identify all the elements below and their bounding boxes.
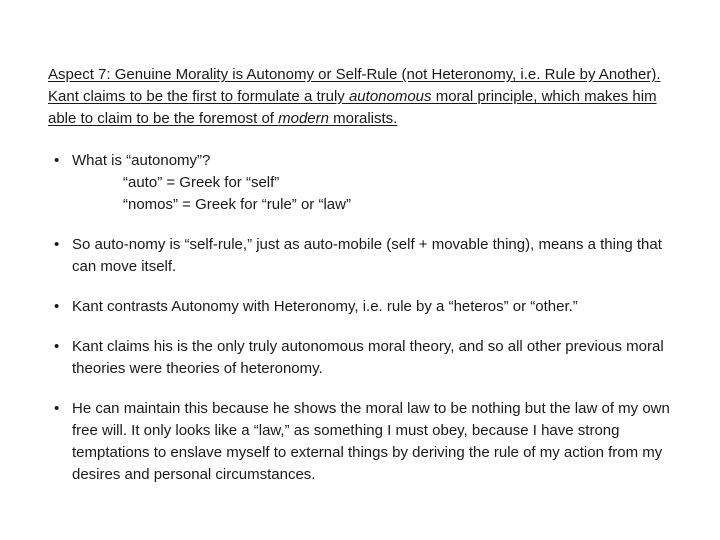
bullet-list (54, 150, 674, 504)
bullet-item-free-will (54, 398, 674, 486)
bullet-item-heteronomy (54, 296, 674, 318)
bullet-marker: • (54, 338, 60, 355)
bullet-text: He can maintain this because he shows the moral law to be nothing but the law of my own free will. It only looks like a “law,” as something I must obey, because I have strong temptations to enslave myself to external things by deriving the rule of my action from my desires and personal circumstances. (72, 400, 670, 483)
bullet-text: Kant contrasts Autonomy with Heteronomy, i.e. rule by a “heteros” or “other.” (72, 298, 578, 315)
heading-emphasis-autonomous: autonomous (348, 88, 432, 105)
bullet-item-only-autonomous (54, 336, 674, 380)
bullet-text: So auto-nomy is “self-rule,” just as auto-mobile (self + movable thing), means a thing that can move itself. (72, 236, 662, 275)
bullet-marker: • (54, 152, 60, 169)
bullet-text: What is “autonomy”? (72, 152, 211, 169)
slide-heading (48, 64, 662, 130)
sub-item-auto: “auto” = Greek for “self” (123, 174, 280, 191)
bullet-text: Kant claims his is the only truly autonomous moral theory, and so all other previous moral theories were theories of heteronomy. (72, 338, 664, 377)
heading-text-3: moralists. (328, 110, 398, 127)
bullet-marker: • (54, 400, 60, 417)
bullet-item-autonomy-question (54, 150, 674, 216)
heading-text-1: Aspect 7: Genuine Morality is Autonomy or Self-Rule (not Heteronomy, i.e. Rule by Another). Kant claims to be the first to formulate a truly (48, 66, 661, 105)
heading-text-2: moral principle, which makes him able to claim to be the foremost of (48, 88, 657, 127)
sub-item-nomos: “nomos” = Greek for “rule” or “law” (123, 196, 351, 213)
heading-emphasis-modern: modern (278, 110, 329, 127)
bullet-marker: • (54, 236, 60, 253)
bullet-item-self-rule (54, 234, 674, 278)
bullet-marker: • (54, 298, 60, 315)
